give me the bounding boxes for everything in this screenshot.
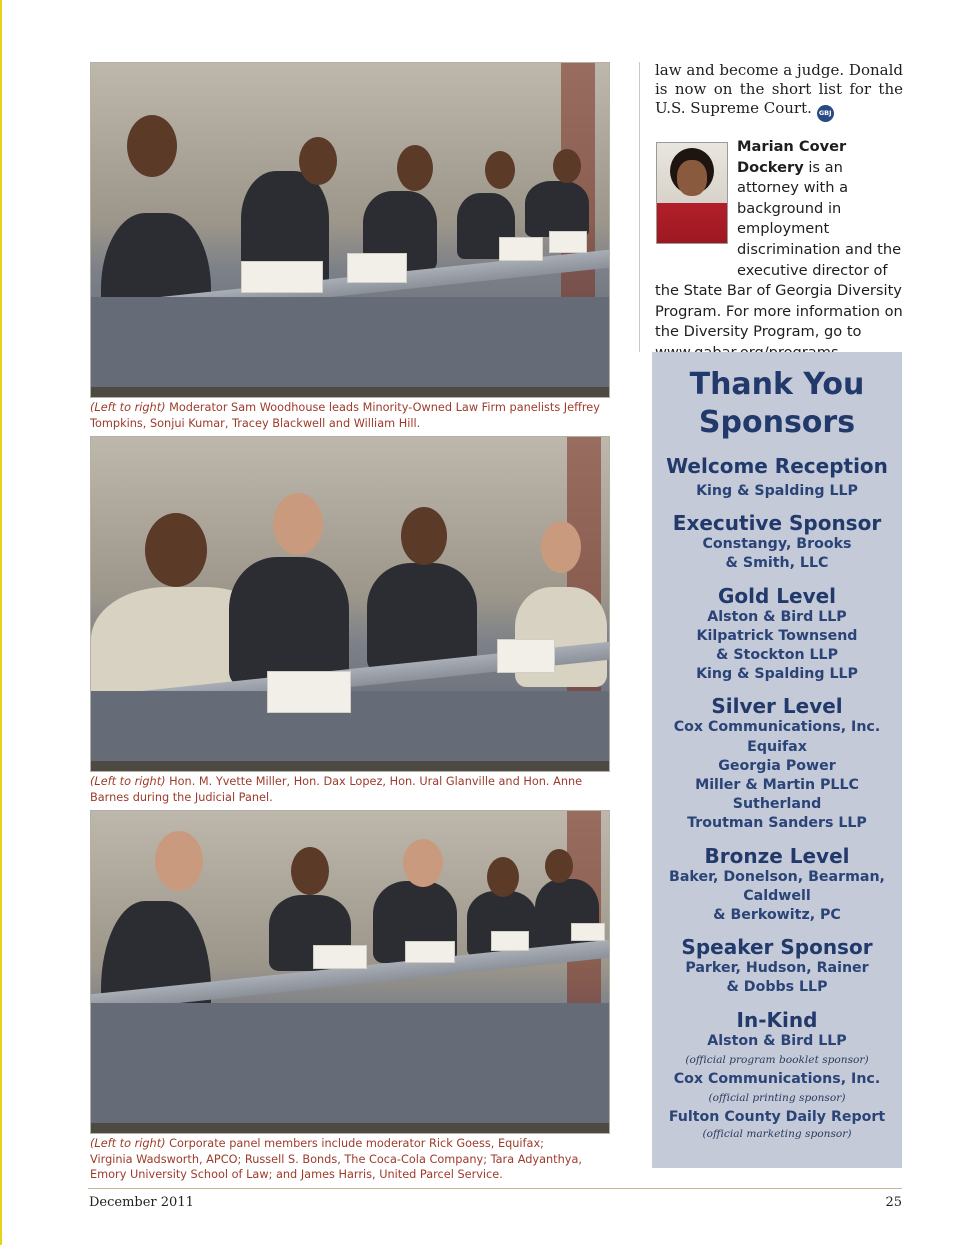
sponsor-group-inkind: In-Kind Alston & Bird LLP (official program booklet sponsor) Cox Communications, Inc. (official printing sponsor) Fulton County Daily Report (official marketing sponsor) xyxy=(668,1007,886,1141)
photo-corporate-panel xyxy=(90,810,610,1134)
photo-caption-3: (Left to right) Corporate panel members include moderator Rick Goess, Equifax; Virginia Wadsworth, APCO; Russell S. Bonds, The Coca-Cola Company; Tara Adyanthya, Emory University School of Law; and James Harris, United Parcel Service. xyxy=(90,1137,582,1181)
sponsor-group-speaker: Speaker Sponsor Parker, Hudson, Rainer & Dobbs LLP xyxy=(681,935,873,996)
footer-page-number: 25 xyxy=(885,1195,902,1210)
sponsor-group-bronze: Bronze Level Baker, Donelson, Bearman, Caldwell & Berkowitz, PC xyxy=(669,843,885,924)
photo-caption-1: (Left to right) Moderator Sam Woodhouse leads Minority-Owned Law Firm panelists Jeffrey Tompkins, Sonjui Kumar, Tracey Blackwell and William Hill. xyxy=(90,401,600,430)
footer-rule xyxy=(88,1188,902,1189)
column-divider xyxy=(639,62,640,352)
author-name: Marian Cover Dockery xyxy=(737,138,847,176)
photo-minority-owned-law-firm-panel xyxy=(90,62,610,398)
article-continuation: law and become a judge. Donald is now on the short list for the U.S. Supreme Court. GBJ xyxy=(655,61,903,122)
sponsors-title: Thank You Sponsors xyxy=(689,367,865,440)
author-bio: Marian Cover Dockery is an attorney with a background in employment discrimination and the executive director of the State Bar of Georgia Diversity Program. For more information on the Diversity Program, go to xyxy=(655,138,903,341)
gbj-end-mark-icon: GBJ xyxy=(817,105,834,122)
footer-issue-date: December 2011 xyxy=(89,1195,194,1210)
sponsor-group-gold: Gold Level Alston & Bird LLP Kilpatrick Townsend & Stockton LLP King & Spalding LLP xyxy=(696,583,858,683)
page-edge-stripe xyxy=(0,0,2,1245)
sponsor-group-silver: Silver Level Cox Communications, Inc. Equifax Georgia Power Miller & Martin PLLC Sutherland Troutman Sanders LLP xyxy=(673,694,881,832)
sponsor-group-welcome: Welcome Reception King & Spalding LLP xyxy=(666,454,888,499)
sponsors-box xyxy=(652,352,902,1168)
photo-caption-2: (Left to right) Hon. M. Yvette Miller, Hon. Dax Lopez, Hon. Ural Glanville and Hon. Anne Barnes during the Judicial Panel. xyxy=(90,775,583,804)
photo-judicial-panel xyxy=(90,436,610,772)
sponsor-group-executive: Executive Sponsor Constangy, Brooks & Smith, LLC xyxy=(672,511,882,572)
